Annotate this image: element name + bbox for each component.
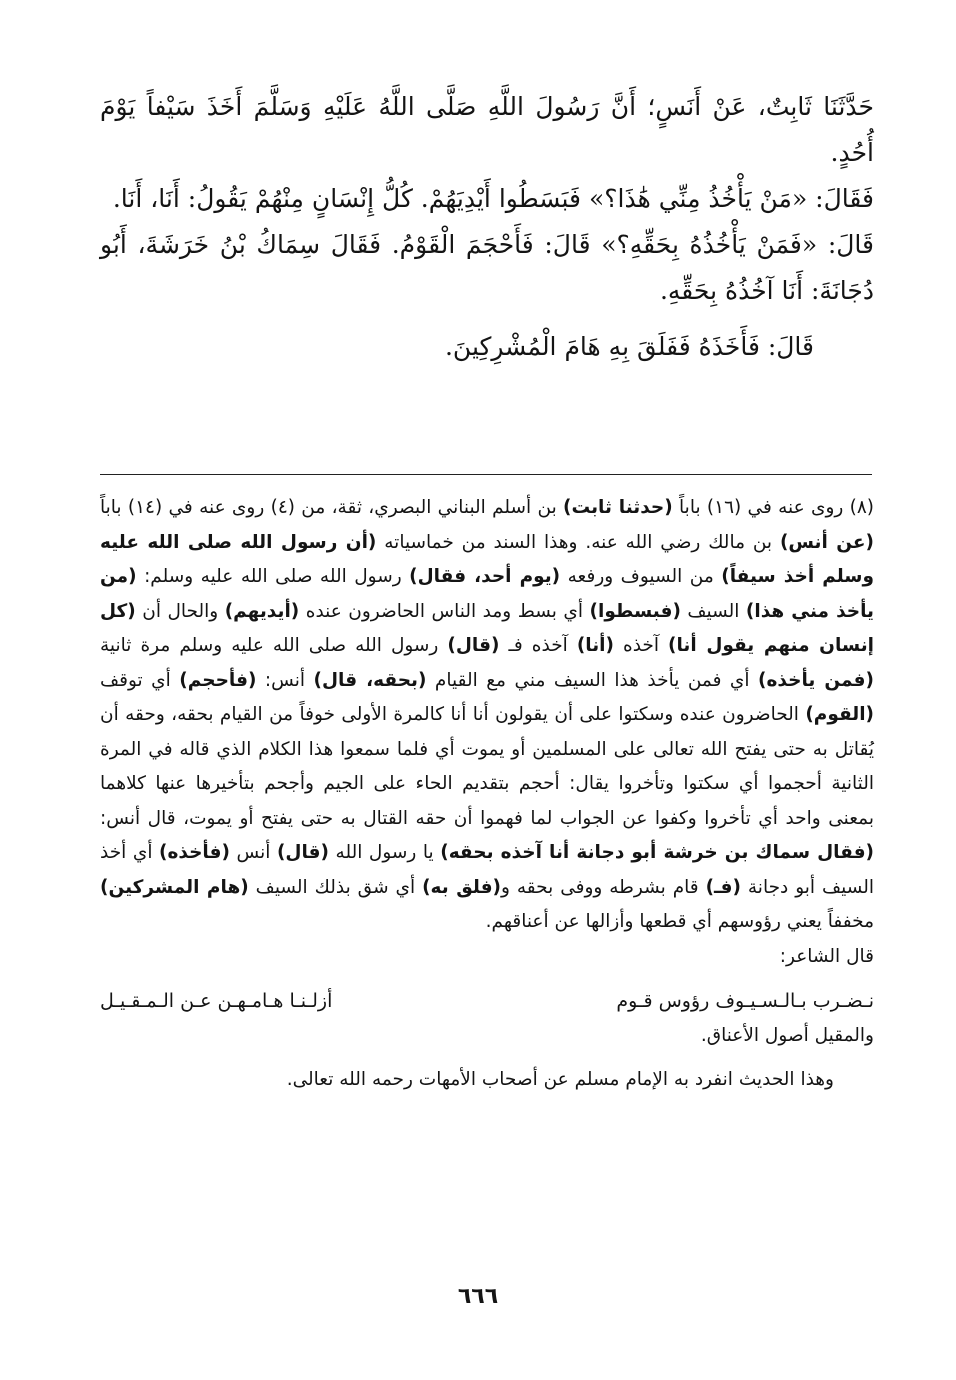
hadith-line: قَالَ: فَأَخَذَهُ فَفَلَقَ بِهِ هَامَ الْمُشْرِكِينَ.: [444, 332, 814, 361]
commentary-text: أي أخذ السيف أبو دجانة: [100, 842, 875, 898]
quoted-phrase: (أنا): [576, 635, 614, 656]
hadith-line: قَالَ: «فَمَنْ يَأْخُذُهُ بِحَقِّهِ؟» قَالَ: فَأَحْجَمَ الْقَوْمُ. فَقَالَ سِمَاكُ بْنُ خَرَشَةَ، أَبُو دُجَانَةَ: أَنَا آخُذُهُ بِحَقِّهِ.: [100, 230, 874, 305]
commentary-text: آخذه: [613, 635, 669, 656]
commentary-text: قام بشرطه ووفى بحقه و: [501, 876, 706, 898]
quoted-phrase: (القوم): [805, 704, 874, 725]
hadith-line: حَدَّثَنَا ثَابِتٌ، عَنْ أَنَسٍ؛ أَنَّ رَسُولَ اللَّهِ صَلَّى اللَّهُ عَلَيْهِ وَسَلَّمَ أَخَذَ سَيْفاً يَوْمَ أُحُدٍ.: [100, 92, 874, 167]
closing-remark: وهذا الحديث انفرد به الإمام مسلم عن أصحاب الأمهات رحمه الله تعالى.: [286, 1069, 834, 1090]
commentary-text: آخذه فـ: [499, 635, 577, 656]
quoted-phrase: (كل إنسان منهم يقول أنا): [100, 600, 875, 656]
commentary-text: بن أسلم البناني البصري، ثقة، من (٤) روى عنه في (١٤) باباً: [100, 497, 564, 518]
quoted-phrase: (أن رسول الله صلى الله عليه وسلم أخذ سيفاً): [100, 531, 874, 587]
footnote-commentary: [100, 491, 874, 1098]
commentary-text: أي فمن يأخذ هذا السيف مني مع القيام: [426, 669, 759, 691]
hadith-text: [100, 84, 874, 370]
commentary-text: مخففاً يعني رؤوسهم أي قطعها وأزالها عن أعناقهم.: [485, 911, 874, 932]
commentary-text: أنس:: [256, 669, 314, 691]
hadith-line: فَقَالَ: «مَنْ يَأْخُذُ مِنِّي هَٰذَا؟» فَبَسَطُوا أَيْدِيَهُمْ. كُلُّ إِنْسَانٍ مِنْهُمْ يَقُولُ: أَنَا، أَنَا.: [112, 184, 874, 213]
quoted-phrase: (فقال سماك بن خرشة أبو دجانة أنا آخذه بحقه): [440, 842, 875, 863]
quoted-phrase: (قال): [276, 842, 329, 863]
commentary-text: الحاضرون عنده وسكتوا على أن يقولون أنا أنا كالمرة الأولى خوفاً من القيام بحقه، وحقه أن يُقاتل به حتى يفتح الله تعالى على المسلمين أو يموت أي فلما سمعوا هذا الكلام الذي قاله في المرة الثانية أحجموا أي سكتوا وتأخروا يقال: أحجم بتقديم الحاء على الجيم وأجحم بتأخيرها عنها كلاهما بمعنى واحد أي تأخروا وكفوا عن الجواب لما فهموا أن حقه القتال به حتى يفتح أو يموت، قال أنس:: [100, 704, 874, 829]
poet-intro: قال الشاعر:: [779, 945, 874, 967]
quoted-phrase: (فأخذه): [159, 842, 230, 863]
commentary-text: والحال أن: [135, 600, 225, 622]
quoted-phrase: (أيديهم): [224, 600, 300, 622]
quoted-phrase: (حدثنا ثابت): [563, 497, 673, 518]
poem-verse: [100, 984, 874, 1019]
quoted-phrase: (هام المشركين): [100, 876, 249, 898]
quoted-phrase: (يوم أحد، فقال): [409, 566, 561, 587]
quoted-phrase: (فلق به): [422, 876, 502, 898]
commentary-text: أي بسط ومد الناس الحاضرون عنده: [299, 600, 590, 622]
verse-second-hemistich: أزلـنـا هـامـهـن عـن الـمـقـيـل: [100, 990, 333, 1012]
footnote-paragraph: [100, 491, 874, 940]
quoted-phrase: (فمن يأخذه): [758, 669, 874, 691]
page-number: ٦٦٦: [457, 1284, 499, 1309]
verse-explanation: والمقيل أصول الأعناق.: [700, 1024, 874, 1046]
commentary-text: (٨) روى عنه في (١٦) باباً: [672, 497, 874, 518]
quoted-phrase: (عن أنس): [779, 531, 874, 553]
quoted-phrase: (قال): [447, 635, 500, 656]
quoted-phrase: (بحقه، قال): [313, 669, 427, 691]
commentary-text: أي توقف: [100, 669, 180, 691]
commentary-text: رسول الله صلى الله عليه وسلم مرة ثانية: [100, 635, 448, 656]
commentary-text: يا رسول الله: [328, 842, 441, 863]
commentary-text: بن مالك رضي الله عنه. وهذا السند من خماسياته: [376, 531, 780, 553]
commentary-text: من السيوف ورفعه: [560, 566, 722, 587]
verse-first-hemistich: نـضـرب بـالـسـيـوف رؤوس قـوم: [616, 990, 874, 1012]
quoted-phrase: (فـ): [705, 876, 741, 898]
commentary-text: السيف: [680, 600, 746, 622]
quoted-phrase: (من يأخذ مني هذا): [100, 566, 874, 622]
quoted-phrase: (فبسطوا): [589, 600, 681, 622]
commentary-text: أنس: [229, 842, 277, 863]
quoted-phrase: (فأحجم): [179, 669, 257, 691]
commentary-text: أي شق بذلك السيف: [248, 876, 423, 898]
footnote-separator: [100, 474, 872, 475]
commentary-text: رسول الله صلى الله عليه وسلم:: [136, 566, 410, 587]
